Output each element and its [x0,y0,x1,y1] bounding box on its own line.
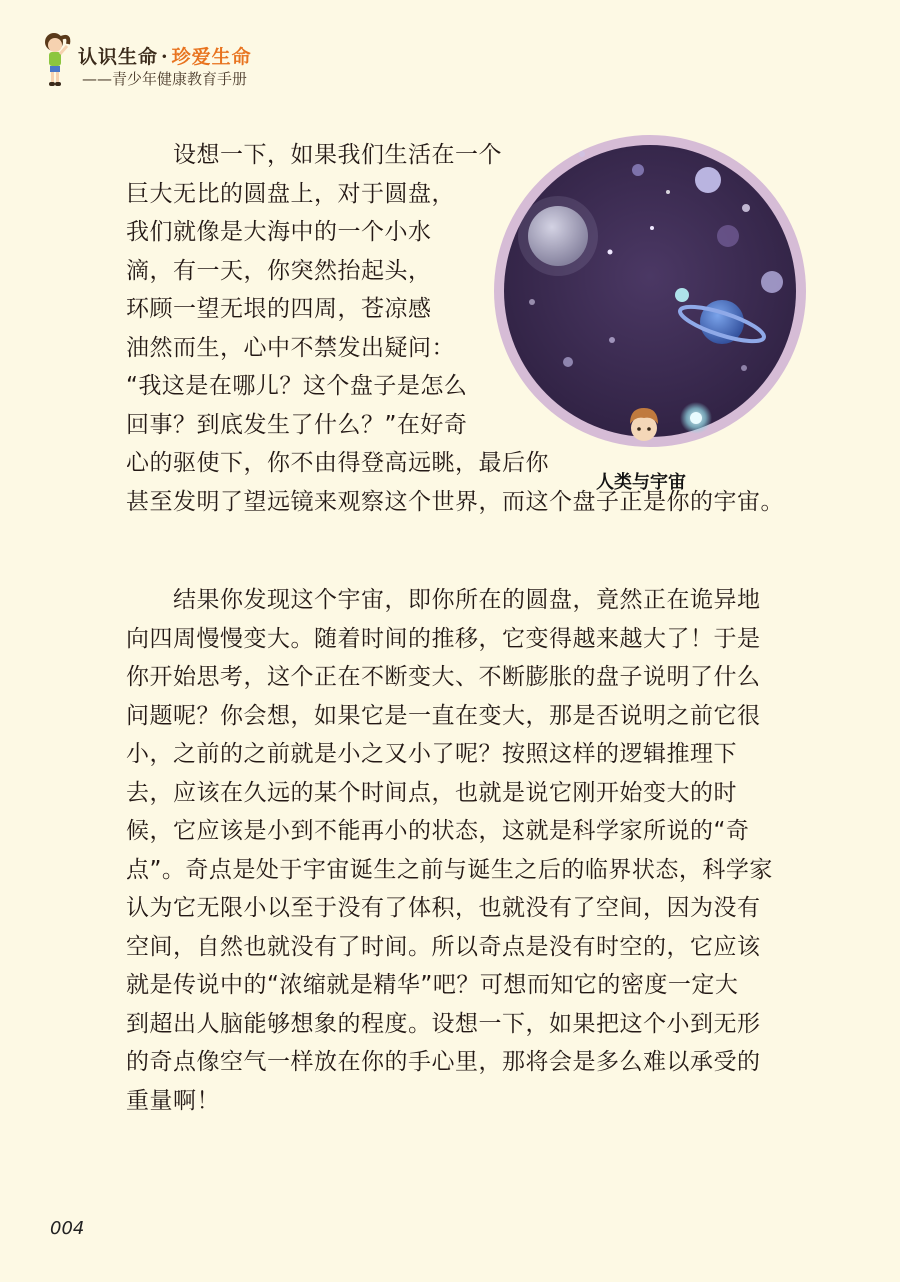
text-line: 去，应该在久远的某个时间点，也就是说它刚开始变大的时 [126,779,737,806]
text-line: 点”。奇点是处于宇宙诞生之前与诞生之后的临界状态，科学家 [126,856,773,883]
text-line: 向四周慢慢变大。随着时间的推移，它变得越来越大了！于是 [126,625,761,652]
text-line: 到超出人脑能够想象的程度。设想一下，如果把这个小到无形 [126,1010,761,1037]
text-line: 小，之前的之前就是小之又小了呢？按照这样的逻辑推理下 [126,741,737,767]
text-line: 问题呢？你会想，如果它是一直在变大，那是否说明之前它很 [126,702,761,729]
text-line: 巨大无比的圆盘上，对于圆盘， [126,180,455,207]
text-line: 设想一下，如果我们生活在一个 [126,142,502,168]
text-line: 你开始思考，这个正在不断变大、不断膨胀的盘子说明了什么 [126,664,761,690]
book-title [78,42,252,69]
running-header [40,30,340,90]
text-line: 的奇点像空气一样放在你的手心里，那将会是多么难以承受的 [126,1049,761,1075]
text-line: “我这是在哪儿？这个盘子是怎么 [126,373,468,399]
text-line: 环顾一望无垠的四周，苍凉感 [126,296,432,322]
book-title-separator: · [161,46,169,68]
page-number: 004 [50,1218,85,1239]
book-title-part2: 珍爱生命 [171,46,252,68]
text-line: 认为它无限小以至于没有了体积，也就没有了空间，因为没有 [126,895,761,921]
book-title-part1: 认识生命 [78,46,159,68]
text-line: 甚至发明了望远镜来观察这个世界，而这个盘子正是你的宇宙。 [126,488,784,515]
text-line: 候，它应该是小到不能再小的状态，这就是科学家所说的“奇 [126,818,750,844]
text-line: 就是传说中的“浓缩就是精华”吧？可想而知它的密度一定大 [126,972,739,998]
book-subtitle: ——青少年健康教育手册 [82,70,248,88]
text-line: 油然而生，心中不禁发出疑问： [126,334,455,361]
universe-illustration-icon [492,132,808,450]
text-line: 结果你发现这个宇宙，即你所在的圆盘，竟然正在诡异地 [126,587,761,613]
text-line: 心的驱使下，你不由得登高远眺，最后你 [126,450,549,476]
figure-caption: 人类与宇宙 [596,472,686,493]
body-paragraph [126,581,773,1120]
text-line: 回事？到底发生了什么？”在好奇 [126,411,468,438]
text-line: 重量啊！ [126,1087,220,1114]
text-line: 我们就像是大海中的一个小水 [126,219,432,245]
text-line: 滴，有一天，你突然抬起头， [126,257,432,284]
text-line: 空间，自然也就没有了时间。所以奇点是没有时空的，它应该 [126,933,761,960]
universe-illustration [492,132,808,450]
girl-mascot-icon [40,30,76,88]
